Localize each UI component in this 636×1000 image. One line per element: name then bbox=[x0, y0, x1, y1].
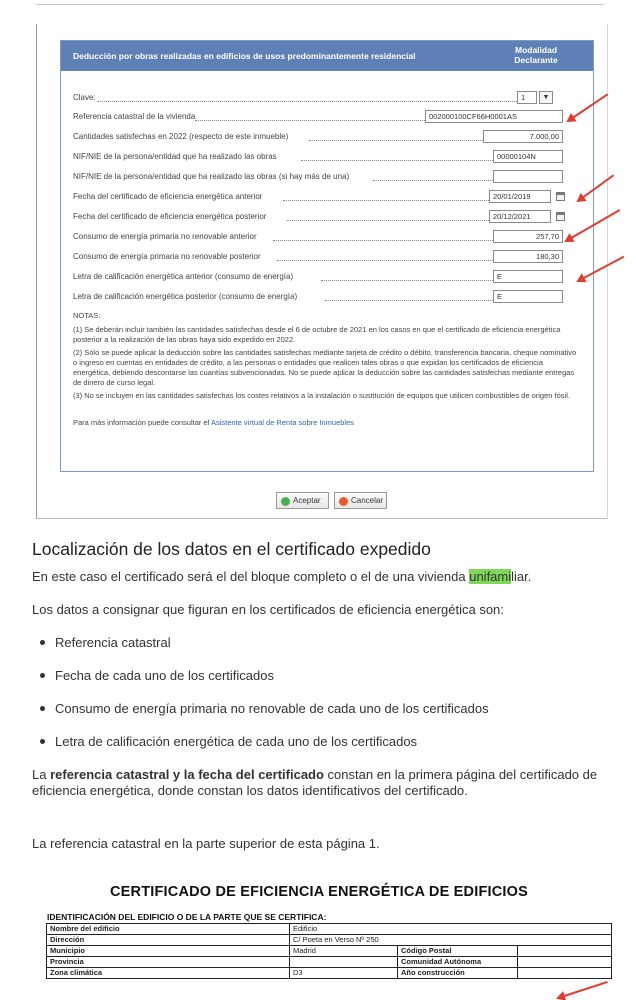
table-row: Municipio Madrid Código Postal bbox=[47, 946, 612, 957]
field-label: Letra de calificación energética posterior (consumo de energía) bbox=[73, 292, 298, 301]
field-label: Referencia catastral de la vivienda bbox=[73, 112, 196, 121]
field-label: Letra de calificación energética anterior (consumo de energía) bbox=[73, 272, 294, 281]
asistente-virtual-link[interactable]: Asistente virtual de Renta sobre Inmuebles bbox=[211, 418, 354, 427]
nif-input[interactable]: 00000104N bbox=[493, 150, 563, 163]
field-label: NIF/NIE de la persona/entidad que ha realizado las obras bbox=[73, 152, 277, 161]
field-row bbox=[73, 290, 568, 304]
clave-select[interactable]: 1 bbox=[517, 91, 537, 104]
deduction-dialog bbox=[60, 40, 594, 472]
dialog-modalidad: Modalidad Declarante bbox=[514, 45, 558, 65]
consumo-posterior-input[interactable]: 180,30 bbox=[493, 250, 563, 263]
certificate-subtitle: IDENTIFICACIÓN DEL EDIFICIO O DE LA PARTE QUE SE CERTIFICA: bbox=[47, 912, 327, 922]
calendar-icon[interactable] bbox=[556, 192, 565, 201]
field-label: Consumo de energía primaria no renovable anterior bbox=[73, 232, 257, 241]
cancel-icon bbox=[339, 497, 348, 506]
letra-posterior-input[interactable]: E bbox=[493, 290, 563, 303]
field-row bbox=[73, 270, 568, 284]
note-1: (1) Se deberán incluir también las cantidades satisfechas desde el 6 de octubre de 2021 en los casos en que el certificado de eficiencia energética posterior a la realización de las obras haya sido expedido en 2022. bbox=[73, 325, 561, 344]
cantidades-input[interactable]: 7.000,00 bbox=[483, 130, 563, 143]
field-row bbox=[73, 170, 568, 184]
field-row bbox=[73, 250, 568, 264]
field-label: Fecha del certificado de eficiencia energética posterior bbox=[73, 212, 267, 221]
cancel-button[interactable]: Cancelar bbox=[334, 492, 387, 509]
fecha-anterior-input[interactable]: 20/01/2019 bbox=[489, 190, 551, 203]
top-divider bbox=[0, 0, 636, 8]
clave-row bbox=[73, 91, 568, 105]
dialog-title: Deducción por obras realizadas en edificios de usos predominantemente residencial bbox=[73, 51, 416, 61]
red-arrow-icon bbox=[558, 981, 608, 999]
note-3: (3) No se incluyen en las cantidades satisfechas los costes relativos a la instalación o sustitución de equipos que utilicen combustibles de origen fósil. bbox=[73, 391, 570, 400]
list-item: Fecha de cada uno de los certificados bbox=[40, 668, 274, 683]
nif-extra-input[interactable] bbox=[493, 170, 563, 183]
paragraph: La referencia catastral en la parte superior de esta página 1. bbox=[32, 836, 380, 851]
field-row bbox=[73, 150, 568, 164]
referencia-catastral-input[interactable]: 002000100CF66H0001AS bbox=[425, 110, 563, 123]
table-row: Zona climática D3 Año construcción bbox=[47, 968, 612, 979]
dialog-header bbox=[61, 41, 593, 71]
certificate-title: CERTIFICADO DE EFICIENCIA ENERGÉTICA DE EDIFICIOS bbox=[110, 884, 528, 900]
field-label: Fecha del certificado de eficiencia energética anterior bbox=[73, 192, 263, 201]
field-row bbox=[73, 110, 568, 124]
search-highlight: unifami bbox=[469, 569, 512, 584]
notes-title: NOTAS: bbox=[73, 311, 101, 320]
field-label: Cantidades satisfechas en 2022 (respecto de este inmueble) bbox=[73, 132, 289, 141]
list-item: Letra de calificación energética de cada uno de los certificados bbox=[40, 734, 417, 749]
calendar-icon[interactable] bbox=[556, 212, 565, 221]
table-row: Provincia Comunidad Autónoma bbox=[47, 957, 612, 968]
more-info: Para más información puede consultar el Asistente virtual de Renta sobre Inmuebles bbox=[73, 418, 354, 427]
note-2: (2) Sólo se puede aplicar la deducción sobre las cantidades satisfechas mediante tarjeta de crédito o débito, transferencia bancaria, cheque nominativo o ingreso en cuentas en entidades de crédito, a las personas o entidades que realicen tales obras o que expidan los certificados de eficiencia energética, debiendo descontarse las cuantías subvencionadas. No se puede aplicar la deducción sobre las cantidades satisfechas mediante entregas de dinero de curso legal. bbox=[73, 348, 577, 387]
paragraph: En este caso el certificado será el del bloque completo o el de una vivienda unifamiliar. bbox=[32, 569, 532, 584]
clave-label: Clave: bbox=[73, 93, 96, 102]
field-label: NIF/NIE de la persona/entidad que ha realizado las obras (si hay más de una) bbox=[73, 172, 350, 181]
fecha-posterior-input[interactable]: 20/12/2021 bbox=[489, 210, 551, 223]
letra-anterior-input[interactable]: E bbox=[493, 270, 563, 283]
list-item: Referencia catastral bbox=[40, 635, 171, 650]
paragraph: Los datos a consignar que figuran en los certificados de eficiencia energética son: bbox=[32, 602, 504, 617]
table-row: Dirección C/ Poeta en Verso Nº 250 bbox=[47, 935, 612, 946]
certificate-table bbox=[46, 923, 612, 979]
field-label: Consumo de energía primaria no renovable posterior bbox=[73, 252, 261, 261]
field-row bbox=[73, 130, 568, 144]
consumo-anterior-input[interactable]: 257,70 bbox=[493, 230, 563, 243]
field-row bbox=[73, 230, 568, 244]
check-icon bbox=[281, 497, 290, 506]
paragraph: La referencia catastral y la fecha del certificado constan en la primera página del certificado de eficiencia energética, donde constan los datos identificativos del certificado. bbox=[32, 767, 598, 798]
list-item: Consumo de energía primaria no renovable de cada uno de los certificados bbox=[40, 701, 489, 716]
table-row: Nombre del edificio Edificio bbox=[47, 924, 612, 935]
section-heading: Localización de los datos en el certificado expedido bbox=[32, 539, 431, 559]
field-row bbox=[73, 190, 568, 204]
chevron-down-icon[interactable]: ▼ bbox=[539, 91, 553, 104]
field-row bbox=[73, 210, 568, 224]
accept-button[interactable]: Aceptar bbox=[276, 492, 329, 509]
